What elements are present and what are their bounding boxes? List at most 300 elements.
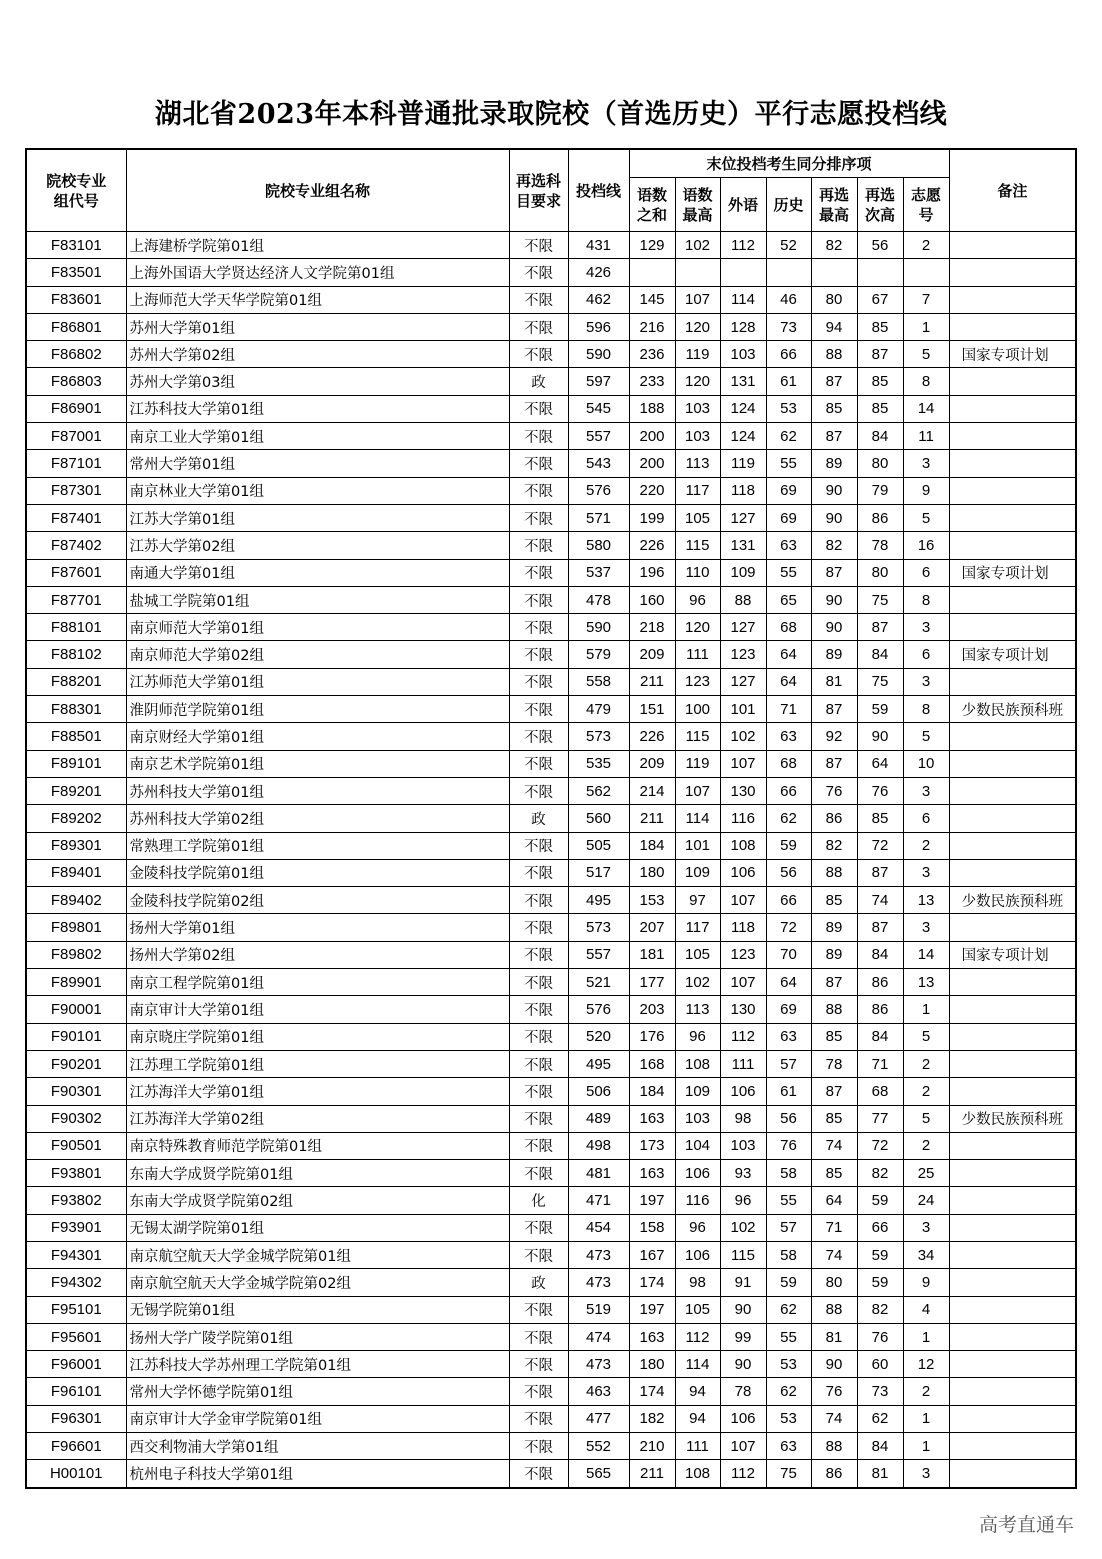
cell-score: 580 <box>568 532 629 559</box>
cell-note <box>949 313 1076 340</box>
cell-name: 苏州科技大学第01组 <box>126 777 509 804</box>
cell-note <box>949 423 1076 450</box>
cell-code: F93801 <box>26 1160 126 1187</box>
cell-elective-max: 85 <box>811 1023 857 1050</box>
cell-score: 562 <box>568 777 629 804</box>
cell-code: F88102 <box>26 641 126 668</box>
cell-elective-second: 76 <box>857 777 903 804</box>
header-sub-2: 外语 <box>720 178 766 232</box>
cell-yushu-max: 102 <box>675 232 720 259</box>
cell-score: 481 <box>568 1160 629 1187</box>
cell-history <box>766 259 811 286</box>
cell-req: 政 <box>509 805 568 832</box>
cell-elective-second: 75 <box>857 668 903 695</box>
cell-elective-second: 86 <box>857 504 903 531</box>
cell-elective-max: 89 <box>811 941 857 968</box>
cell-foreign: 118 <box>720 914 766 941</box>
cell-elective-second: 76 <box>857 1323 903 1350</box>
cell-foreign: 109 <box>720 559 766 586</box>
cell-choice-no: 9 <box>903 1269 949 1296</box>
cell-foreign: 102 <box>720 1214 766 1241</box>
cell-choice-no: 2 <box>903 1132 949 1159</box>
cell-choice-no: 5 <box>903 1105 949 1132</box>
header-sub-3: 历史 <box>766 178 811 232</box>
cell-score: 576 <box>568 996 629 1023</box>
cell-req: 不限 <box>509 1378 568 1405</box>
cell-choice-no: 2 <box>903 232 949 259</box>
cell-note <box>949 259 1076 286</box>
cell-score: 495 <box>568 887 629 914</box>
cell-req: 不限 <box>509 532 568 559</box>
cell-choice-no: 5 <box>903 723 949 750</box>
cell-elective-second: 86 <box>857 969 903 996</box>
cell-req: 不限 <box>509 286 568 313</box>
cell-choice-no: 11 <box>903 423 949 450</box>
cell-yushu-sum: 200 <box>629 423 675 450</box>
cell-history: 55 <box>766 1187 811 1214</box>
cell-req: 不限 <box>509 723 568 750</box>
cell-elective-max: 92 <box>811 723 857 750</box>
cell-history: 53 <box>766 395 811 422</box>
cell-name: 南京航空航天大学金城学院第01组 <box>126 1241 509 1268</box>
cell-yushu-sum: 163 <box>629 1160 675 1187</box>
cell-history: 59 <box>766 1269 811 1296</box>
cell-foreign: 127 <box>720 614 766 641</box>
cell-foreign: 106 <box>720 1405 766 1432</box>
cell-yushu-max: 108 <box>675 1460 720 1488</box>
table-row <box>26 395 1076 422</box>
cell-name: 东南大学成贤学院第02组 <box>126 1187 509 1214</box>
cell-choice-no: 8 <box>903 368 949 395</box>
cell-foreign: 107 <box>720 750 766 777</box>
table-row <box>26 777 1076 804</box>
cell-choice-no: 3 <box>903 450 949 477</box>
cell-yushu-max: 98 <box>675 1269 720 1296</box>
cell-elective-second: 84 <box>857 1433 903 1460</box>
cell-choice-no: 5 <box>903 341 949 368</box>
cell-name: 苏州科技大学第02组 <box>126 805 509 832</box>
cell-note <box>949 750 1076 777</box>
cell-req: 不限 <box>509 969 568 996</box>
cell-note <box>949 969 1076 996</box>
cell-history: 73 <box>766 313 811 340</box>
cell-req: 不限 <box>509 423 568 450</box>
cell-yushu-sum: 203 <box>629 996 675 1023</box>
cell-foreign: 88 <box>720 586 766 613</box>
cell-score: 454 <box>568 1214 629 1241</box>
cell-code: F89202 <box>26 805 126 832</box>
header-sub-0: 语数之和 <box>629 178 675 232</box>
cell-score: 478 <box>568 586 629 613</box>
cell-elective-max: 74 <box>811 1132 857 1159</box>
cell-note <box>949 1405 1076 1432</box>
cell-score: 473 <box>568 1241 629 1268</box>
cell-score: 552 <box>568 1433 629 1460</box>
cell-note: 少数民族预科班 <box>949 887 1076 914</box>
cell-note <box>949 723 1076 750</box>
cell-code: F90501 <box>26 1132 126 1159</box>
cell-req: 化 <box>509 1187 568 1214</box>
cell-score: 498 <box>568 1132 629 1159</box>
cell-req: 不限 <box>509 859 568 886</box>
cell-code: F89402 <box>26 887 126 914</box>
cell-yushu-max <box>675 259 720 286</box>
cell-yushu-sum: 210 <box>629 1433 675 1460</box>
cell-note <box>949 450 1076 477</box>
cell-score: 517 <box>568 859 629 886</box>
table-row <box>26 1078 1076 1105</box>
cell-name: 南京航空航天大学金城学院第02组 <box>126 1269 509 1296</box>
cell-yushu-sum <box>629 259 675 286</box>
cell-note <box>949 286 1076 313</box>
cell-name: 无锡学院第01组 <box>126 1296 509 1323</box>
cell-name: 江苏大学第01组 <box>126 504 509 531</box>
cell-history: 64 <box>766 641 811 668</box>
cell-history: 62 <box>766 1296 811 1323</box>
cell-elective-second: 73 <box>857 1378 903 1405</box>
cell-code: F90101 <box>26 1023 126 1050</box>
cell-name: 南京财经大学第01组 <box>126 723 509 750</box>
cell-name: 上海师范大学天华学院第01组 <box>126 286 509 313</box>
cell-score: 426 <box>568 259 629 286</box>
table-row <box>26 996 1076 1023</box>
cell-foreign: 90 <box>720 1351 766 1378</box>
cell-history: 66 <box>766 887 811 914</box>
cell-yushu-sum: 216 <box>629 313 675 340</box>
cell-choice-no: 25 <box>903 1160 949 1187</box>
cell-yushu-sum: 209 <box>629 750 675 777</box>
cell-yushu-max: 102 <box>675 969 720 996</box>
cell-name: 南京林业大学第01组 <box>126 477 509 504</box>
cell-code: H00101 <box>26 1460 126 1488</box>
cell-elective-second: 84 <box>857 423 903 450</box>
cell-elective-max: 86 <box>811 1460 857 1488</box>
cell-req: 政 <box>509 368 568 395</box>
cell-foreign: 107 <box>720 887 766 914</box>
cell-foreign: 115 <box>720 1241 766 1268</box>
cell-yushu-max: 97 <box>675 887 720 914</box>
cell-name: 南通大学第01组 <box>126 559 509 586</box>
cell-history: 71 <box>766 696 811 723</box>
cell-history: 46 <box>766 286 811 313</box>
cell-elective-max: 86 <box>811 805 857 832</box>
cell-elective-max: 89 <box>811 641 857 668</box>
cell-score: 463 <box>568 1378 629 1405</box>
cell-yushu-sum: 153 <box>629 887 675 914</box>
cell-note <box>949 532 1076 559</box>
cell-score: 506 <box>568 1078 629 1105</box>
cell-choice-no: 13 <box>903 969 949 996</box>
cell-yushu-sum: 163 <box>629 1323 675 1350</box>
cell-choice-no: 3 <box>903 1214 949 1241</box>
cell-elective-max: 85 <box>811 887 857 914</box>
cell-req: 不限 <box>509 914 568 941</box>
cell-choice-no: 24 <box>903 1187 949 1214</box>
cell-yushu-sum: 182 <box>629 1405 675 1432</box>
cell-code: F87101 <box>26 450 126 477</box>
cell-code: F95601 <box>26 1323 126 1350</box>
cell-choice-no: 3 <box>903 914 949 941</box>
cell-note <box>949 614 1076 641</box>
table-row <box>26 477 1076 504</box>
cell-note: 国家专项计划 <box>949 341 1076 368</box>
cell-elective-max: 88 <box>811 341 857 368</box>
cell-elective-max: 88 <box>811 1433 857 1460</box>
cell-score: 545 <box>568 395 629 422</box>
cell-elective-max: 94 <box>811 313 857 340</box>
cell-yushu-sum: 211 <box>629 668 675 695</box>
cell-elective-max: 81 <box>811 668 857 695</box>
header-code: 院校专业组代号 <box>26 149 126 232</box>
cell-yushu-max: 106 <box>675 1241 720 1268</box>
table-row <box>26 1296 1076 1323</box>
cell-yushu-max: 103 <box>675 1105 720 1132</box>
cell-note: 国家专项计划 <box>949 559 1076 586</box>
cell-elective-max: 87 <box>811 696 857 723</box>
cell-yushu-max: 110 <box>675 559 720 586</box>
cell-history: 62 <box>766 805 811 832</box>
cell-foreign: 103 <box>720 1132 766 1159</box>
cell-name: 南京师范大学第01组 <box>126 614 509 641</box>
cell-yushu-sum: 226 <box>629 723 675 750</box>
table-row <box>26 1050 1076 1077</box>
cell-code: F87601 <box>26 559 126 586</box>
cell-yushu-sum: 233 <box>629 368 675 395</box>
cell-elective-second: 59 <box>857 1241 903 1268</box>
table-row <box>26 450 1076 477</box>
cell-name: 苏州大学第03组 <box>126 368 509 395</box>
cell-name: 上海建桥学院第01组 <box>126 232 509 259</box>
cell-code: F90201 <box>26 1050 126 1077</box>
cell-history: 56 <box>766 859 811 886</box>
cell-note <box>949 1023 1076 1050</box>
cell-elective-second: 82 <box>857 1296 903 1323</box>
cell-elective-second: 85 <box>857 313 903 340</box>
cell-foreign: 98 <box>720 1105 766 1132</box>
cell-yushu-sum: 180 <box>629 859 675 886</box>
cell-elective-max: 90 <box>811 614 857 641</box>
cell-choice-no: 16 <box>903 532 949 559</box>
cell-foreign: 114 <box>720 286 766 313</box>
table-row <box>26 423 1076 450</box>
cell-elective-second: 85 <box>857 395 903 422</box>
cell-yushu-sum: 168 <box>629 1050 675 1077</box>
cell-foreign: 96 <box>720 1187 766 1214</box>
table-row <box>26 887 1076 914</box>
cell-score: 543 <box>568 450 629 477</box>
table-row <box>26 1241 1076 1268</box>
cell-yushu-sum: 174 <box>629 1269 675 1296</box>
cell-name: 扬州大学第02组 <box>126 941 509 968</box>
cell-req: 不限 <box>509 832 568 859</box>
cell-history: 61 <box>766 368 811 395</box>
cell-choice-no: 3 <box>903 668 949 695</box>
cell-name: 南京工程学院第01组 <box>126 969 509 996</box>
cell-choice-no: 2 <box>903 832 949 859</box>
cell-choice-no: 3 <box>903 777 949 804</box>
cell-code: F86801 <box>26 313 126 340</box>
cell-code: F96001 <box>26 1351 126 1378</box>
cell-elective-second: 79 <box>857 477 903 504</box>
cell-yushu-sum: 181 <box>629 941 675 968</box>
cell-yushu-max: 117 <box>675 477 720 504</box>
cell-score: 573 <box>568 914 629 941</box>
cell-elective-second: 87 <box>857 914 903 941</box>
cell-foreign: 119 <box>720 450 766 477</box>
cell-note <box>949 232 1076 259</box>
cell-foreign: 112 <box>720 1460 766 1488</box>
cell-req: 不限 <box>509 1214 568 1241</box>
cell-code: F89801 <box>26 914 126 941</box>
table-row <box>26 1351 1076 1378</box>
cell-code: F93901 <box>26 1214 126 1241</box>
cell-req: 不限 <box>509 313 568 340</box>
cell-yushu-sum: 145 <box>629 286 675 313</box>
table-row <box>26 696 1076 723</box>
cell-yushu-max: 105 <box>675 1296 720 1323</box>
table-row <box>26 586 1076 613</box>
cell-name: 江苏科技大学第01组 <box>126 395 509 422</box>
cell-name: 常州大学第01组 <box>126 450 509 477</box>
table-row <box>26 723 1076 750</box>
cell-name: 苏州大学第01组 <box>126 313 509 340</box>
cell-elective-second <box>857 259 903 286</box>
cell-name: 西交利物浦大学第01组 <box>126 1433 509 1460</box>
cell-choice-no: 1 <box>903 1405 949 1432</box>
cell-elective-max: 87 <box>811 368 857 395</box>
cell-yushu-max: 104 <box>675 1132 720 1159</box>
cell-foreign: 124 <box>720 395 766 422</box>
cell-elective-second: 85 <box>857 368 903 395</box>
cell-name: 南京审计大学第01组 <box>126 996 509 1023</box>
cell-note <box>949 1323 1076 1350</box>
cell-yushu-max: 117 <box>675 914 720 941</box>
cell-req: 不限 <box>509 696 568 723</box>
cell-yushu-sum: 209 <box>629 641 675 668</box>
cell-elective-max: 85 <box>811 395 857 422</box>
cell-score: 565 <box>568 1460 629 1488</box>
cell-elective-max: 87 <box>811 559 857 586</box>
cell-req: 不限 <box>509 1241 568 1268</box>
cell-name: 扬州大学广陵学院第01组 <box>126 1323 509 1350</box>
cell-name: 东南大学成贤学院第01组 <box>126 1160 509 1187</box>
cell-name: 扬州大学第01组 <box>126 914 509 941</box>
cell-history: 55 <box>766 1323 811 1350</box>
cell-yushu-max: 94 <box>675 1378 720 1405</box>
cell-history: 69 <box>766 504 811 531</box>
cell-req: 不限 <box>509 777 568 804</box>
header-score: 投档线 <box>568 149 629 232</box>
cell-score: 590 <box>568 614 629 641</box>
cell-note <box>949 1351 1076 1378</box>
table-row <box>26 1160 1076 1187</box>
cell-choice-no: 9 <box>903 477 949 504</box>
cell-history: 68 <box>766 750 811 777</box>
cell-elective-max: 82 <box>811 832 857 859</box>
cell-foreign: 91 <box>720 1269 766 1296</box>
cell-code: F89201 <box>26 777 126 804</box>
cell-score: 519 <box>568 1296 629 1323</box>
cell-req: 不限 <box>509 941 568 968</box>
cell-yushu-max: 113 <box>675 450 720 477</box>
cell-score: 597 <box>568 368 629 395</box>
cell-yushu-sum: 218 <box>629 614 675 641</box>
cell-elective-second: 81 <box>857 1460 903 1488</box>
cell-elective-max: 89 <box>811 450 857 477</box>
cell-code: F89301 <box>26 832 126 859</box>
cell-code: F93802 <box>26 1187 126 1214</box>
cell-choice-no: 2 <box>903 1378 949 1405</box>
cell-elective-max: 90 <box>811 1351 857 1378</box>
cell-name: 江苏海洋大学第01组 <box>126 1078 509 1105</box>
cell-choice-no <box>903 259 949 286</box>
cell-yushu-max: 96 <box>675 1023 720 1050</box>
cell-elective-second: 59 <box>857 696 903 723</box>
table-row <box>26 1460 1076 1488</box>
cell-history: 66 <box>766 777 811 804</box>
cell-score: 489 <box>568 1105 629 1132</box>
cell-foreign: 106 <box>720 859 766 886</box>
cell-elective-max: 87 <box>811 969 857 996</box>
cell-req: 不限 <box>509 1351 568 1378</box>
cell-history: 53 <box>766 1405 811 1432</box>
cell-note <box>949 805 1076 832</box>
cell-code: F96301 <box>26 1405 126 1432</box>
cell-foreign: 116 <box>720 805 766 832</box>
table-row <box>26 750 1076 777</box>
cell-name: 南京晓庄学院第01组 <box>126 1023 509 1050</box>
cell-req: 不限 <box>509 259 568 286</box>
cell-yushu-sum: 158 <box>629 1214 675 1241</box>
cell-foreign: 101 <box>720 696 766 723</box>
cell-yushu-max: 112 <box>675 1323 720 1350</box>
cell-score: 431 <box>568 232 629 259</box>
cell-req: 不限 <box>509 1105 568 1132</box>
cell-yushu-sum: 211 <box>629 805 675 832</box>
cell-choice-no: 3 <box>903 859 949 886</box>
cell-choice-no: 8 <box>903 586 949 613</box>
cell-history: 68 <box>766 614 811 641</box>
cell-note: 少数民族预科班 <box>949 1105 1076 1132</box>
cell-elective-max: 90 <box>811 586 857 613</box>
cell-elective-max: 64 <box>811 1187 857 1214</box>
cell-score: 576 <box>568 477 629 504</box>
cell-req: 不限 <box>509 887 568 914</box>
cell-yushu-max: 120 <box>675 313 720 340</box>
cell-foreign: 112 <box>720 1023 766 1050</box>
table-row <box>26 668 1076 695</box>
cell-req: 不限 <box>509 1323 568 1350</box>
cell-choice-no: 4 <box>903 1296 949 1323</box>
cell-choice-no: 10 <box>903 750 949 777</box>
cell-yushu-sum: 151 <box>629 696 675 723</box>
cell-code: F94302 <box>26 1269 126 1296</box>
cell-yushu-max: 114 <box>675 1351 720 1378</box>
table-row <box>26 313 1076 340</box>
table-row <box>26 286 1076 313</box>
cell-name: 常熟理工学院第01组 <box>126 832 509 859</box>
cell-elective-max: 88 <box>811 859 857 886</box>
cell-elective-max: 80 <box>811 1269 857 1296</box>
cell-name: 江苏大学第02组 <box>126 532 509 559</box>
cell-note <box>949 1378 1076 1405</box>
cell-note <box>949 477 1076 504</box>
table-row <box>26 641 1076 668</box>
cell-elective-second: 62 <box>857 1405 903 1432</box>
cell-req: 不限 <box>509 232 568 259</box>
cell-elective-max: 74 <box>811 1405 857 1432</box>
cell-elective-max: 85 <box>811 1105 857 1132</box>
